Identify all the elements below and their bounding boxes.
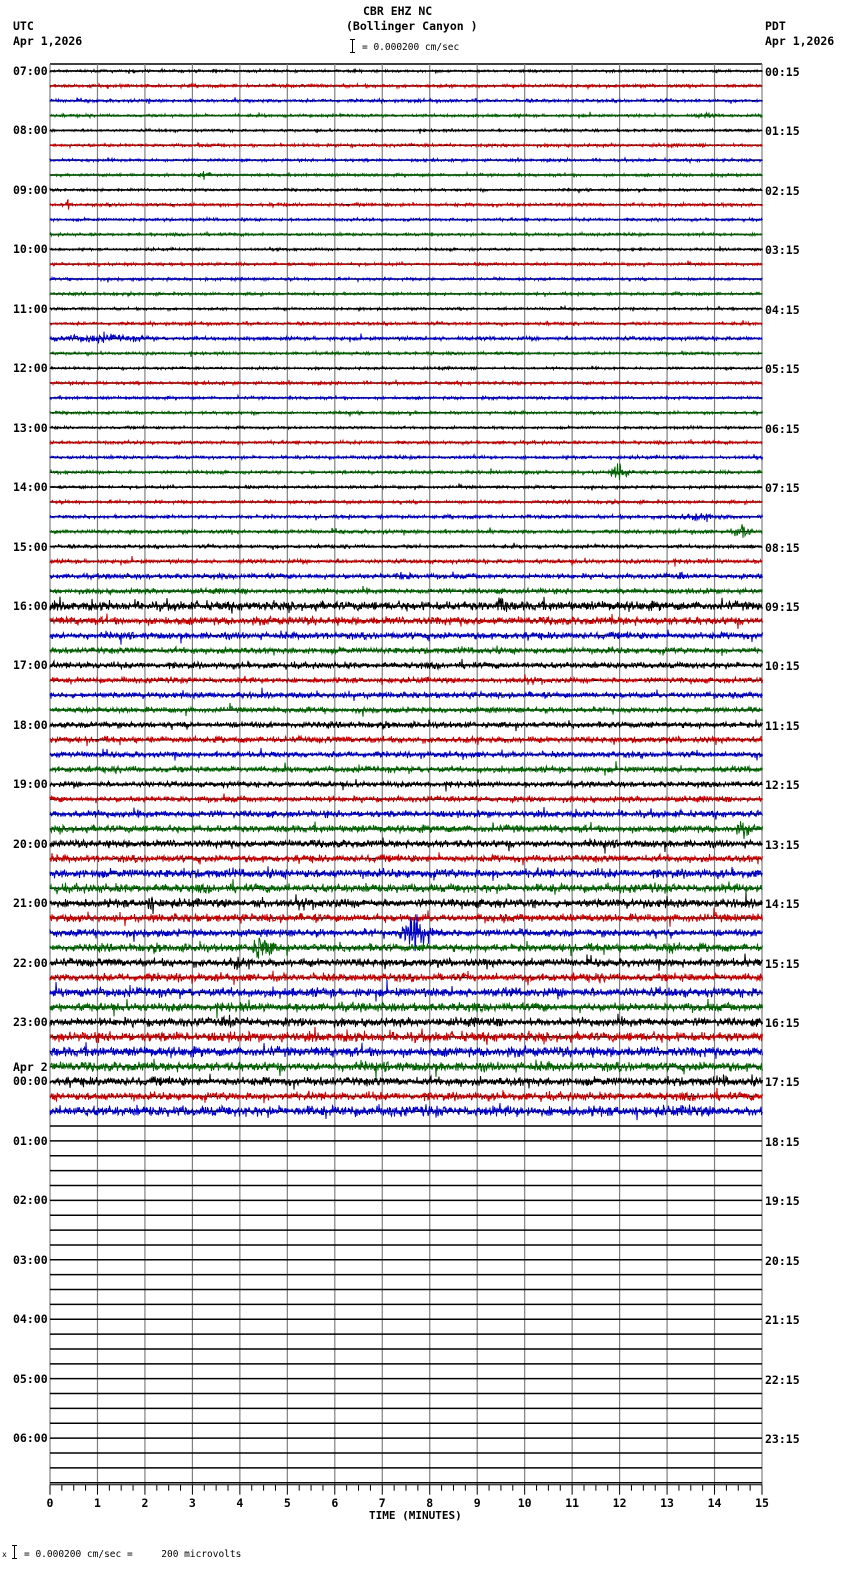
- x-tick-label: 14: [707, 1495, 722, 1510]
- seismic-trace: [50, 246, 763, 251]
- seismic-trace: [50, 892, 763, 914]
- seismic-trace: [50, 630, 763, 645]
- seismic-trace: [50, 97, 763, 104]
- seismic-trace: [50, 217, 763, 222]
- seismic-trace: [50, 380, 763, 386]
- seismic-trace: [50, 748, 763, 761]
- x-axis-title: TIME (MINUTES): [369, 1509, 462, 1522]
- utc-hour-label: 02:00: [13, 1193, 48, 1208]
- utc-hour-label: 14:00: [13, 480, 48, 495]
- pdt-hour-label: 01:15: [765, 124, 800, 139]
- seismic-trace: [50, 513, 763, 522]
- pdt-hour-label: 00:15: [765, 65, 800, 79]
- seismic-trace: [50, 999, 763, 1018]
- seismic-trace: [50, 879, 763, 895]
- seismic-trace: [50, 838, 763, 854]
- x-tick-label: 1: [93, 1495, 101, 1510]
- utc-hour-label: 21:00: [13, 896, 48, 911]
- seismic-trace: [50, 688, 763, 701]
- seismic-trace: [50, 614, 763, 629]
- left-date: Apr 1,2026: [13, 34, 83, 48]
- seismic-trace: [50, 292, 763, 297]
- pdt-hour-label: 22:15: [765, 1372, 800, 1387]
- utc-hour-label: 16:00: [13, 598, 48, 613]
- seismic-trace: [50, 410, 763, 416]
- pdt-hour-label: 04:15: [765, 302, 800, 317]
- x-tick-label: 13: [660, 1495, 674, 1510]
- pdt-hour-label: 05:15: [765, 362, 800, 377]
- pdt-hour-label: 03:15: [765, 243, 800, 258]
- station-title: CBR EHZ NC: [363, 4, 433, 18]
- seismic-trace: [50, 572, 763, 580]
- utc-hour-label: 09:00: [13, 182, 48, 197]
- pdt-hour-label: 18:15: [765, 1134, 800, 1149]
- utc-hour-label: 13:00: [13, 420, 48, 435]
- utc-hour-label: 15:00: [13, 539, 48, 554]
- seismic-trace: [50, 597, 763, 614]
- x-tick-label: 15: [755, 1495, 769, 1510]
- footer-scale-text: = 0.000200 cm/sec = 200 microvolts: [24, 1549, 242, 1560]
- seismic-trace: [50, 1042, 763, 1059]
- x-tick-label: 2: [141, 1495, 149, 1510]
- seismic-trace: [50, 463, 763, 480]
- utc-hour-label: 00:00: [13, 1074, 48, 1089]
- seismic-trace: [50, 332, 763, 344]
- right-date: Apr 1,2026: [765, 34, 835, 48]
- pdt-hour-label: 09:15: [765, 599, 800, 614]
- seismic-trace: [50, 320, 763, 327]
- scale-text: = 0.000200 cm/sec: [362, 42, 460, 53]
- utc-hour-label: 05:00: [13, 1371, 48, 1386]
- seismic-trace: [50, 232, 763, 237]
- utc-hour-label: 10:00: [13, 242, 48, 257]
- utc-hour-label: 03:00: [13, 1252, 48, 1267]
- utc-hour-label: 23:00: [13, 1015, 48, 1030]
- pdt-hour-label: 16:15: [765, 1016, 800, 1031]
- utc-hour-label: 01:00: [13, 1133, 48, 1148]
- seismic-trace: [50, 556, 763, 567]
- seismic-trace: [50, 675, 763, 685]
- utc-hour-label: 06:00: [13, 1431, 48, 1446]
- footer-scale-bar-icon: [14, 1545, 20, 1559]
- date-change-label: Apr 2: [13, 1059, 48, 1074]
- x-tick-label: 10: [517, 1495, 532, 1510]
- seismic-trace: [50, 426, 763, 431]
- seismic-trace: [50, 586, 763, 594]
- left-timezone: UTC: [13, 19, 34, 33]
- x-tick-label: 6: [331, 1495, 339, 1510]
- seismic-trace: [50, 659, 763, 670]
- pdt-hour-label: 17:15: [765, 1075, 800, 1090]
- pdt-hour-label: 15:15: [765, 956, 800, 971]
- seismic-trace: [50, 306, 763, 311]
- utc-hour-label: 04:00: [13, 1312, 48, 1327]
- pdt-hour-label: 12:15: [765, 778, 800, 793]
- seismic-trace: [50, 439, 763, 445]
- pdt-hour-label: 14:15: [765, 897, 800, 912]
- seismic-trace: [50, 112, 763, 119]
- seismic-trace: [50, 761, 763, 776]
- pdt-hour-label: 21:15: [765, 1313, 800, 1328]
- pdt-hour-label: 08:15: [765, 540, 800, 555]
- seismic-trace: [50, 852, 763, 865]
- seismic-trace: [50, 971, 763, 986]
- pdt-hour-label: 23:15: [765, 1432, 800, 1447]
- x-tick-label: 0: [46, 1495, 54, 1510]
- seismic-trace: [50, 1088, 763, 1103]
- utc-hour-label: 17:00: [13, 658, 48, 673]
- seismic-trace: [50, 200, 763, 210]
- pdt-hour-label: 19:15: [765, 1194, 800, 1209]
- pdt-hour-label: 06:15: [765, 421, 800, 436]
- utc-hour-label: 20:00: [13, 836, 48, 851]
- x-tick-label: 11: [565, 1495, 580, 1510]
- seismic-trace: [50, 954, 763, 971]
- x-tick-label: 5: [283, 1495, 291, 1510]
- seismic-trace: [50, 84, 763, 89]
- station-location: (Bollinger Canyon ): [346, 19, 478, 33]
- seismic-trace: [50, 908, 763, 927]
- x-tick-label: 8: [426, 1495, 434, 1510]
- utc-hour-label: 22:00: [13, 955, 48, 970]
- x-tick-label: 7: [378, 1495, 386, 1510]
- x-tick-label: 3: [188, 1495, 196, 1510]
- seismic-trace: [50, 1027, 763, 1045]
- x-tick-label: 4: [236, 1495, 244, 1510]
- seismic-trace: [50, 736, 763, 746]
- utc-hour-label: 12:00: [13, 361, 48, 376]
- utc-hour-label: 07:00: [13, 64, 48, 78]
- utc-hour-label: 19:00: [13, 777, 48, 792]
- seismic-trace: [50, 1014, 763, 1028]
- seismic-trace: [50, 821, 763, 839]
- utc-hour-label: 08:00: [13, 123, 48, 138]
- seismic-trace: [50, 277, 763, 282]
- pdt-hour-label: 11:15: [765, 718, 800, 733]
- utc-hour-label: 11:00: [13, 301, 48, 316]
- right-timezone: PDT: [765, 19, 786, 33]
- seismic-trace: [50, 779, 763, 791]
- pdt-hour-label: 10:15: [765, 659, 800, 674]
- pdt-hour-label: 02:15: [765, 183, 800, 198]
- seismic-trace: [50, 499, 763, 505]
- seismic-trace: [50, 157, 763, 162]
- x-tick-label: 9: [473, 1495, 481, 1510]
- seismic-trace: [50, 980, 763, 1002]
- utc-hour-label: 18:00: [13, 717, 48, 732]
- pdt-hour-label: 07:15: [765, 481, 800, 496]
- seismic-trace: [50, 1059, 763, 1079]
- pdt-hour-label: 20:15: [765, 1253, 800, 1268]
- seismic-trace: [50, 188, 763, 193]
- pdt-hour-label: 13:15: [765, 837, 800, 852]
- seismic-trace: [50, 1074, 763, 1090]
- footer-scale-prefix: x: [2, 1550, 7, 1559]
- x-tick-label: 12: [612, 1495, 627, 1510]
